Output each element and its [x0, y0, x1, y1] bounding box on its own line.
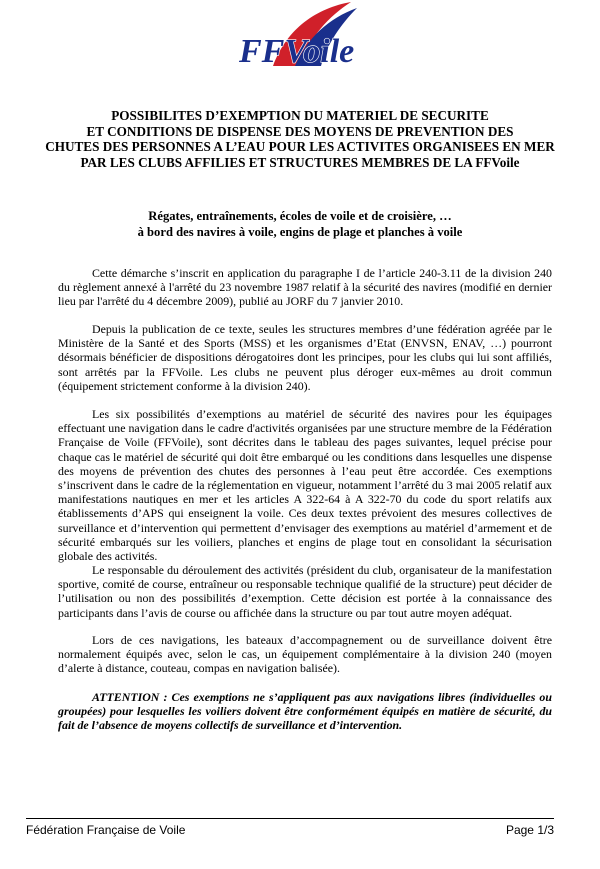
footer-divider: [26, 818, 554, 819]
title-line: CHUTES DES PERSONNES A L’EAU POUR LES ACTIVITES ORGANISEES EN MER: [45, 139, 555, 155]
paragraph-responsable: Le responsable du déroulement des activités (président du club, organisateur de la manifestation sportive, comité de course, entraîneur ou responsable technique qualifié de la structure) peut décider de l’utilisation ou non des possibilités d’exemption. Cette décision est portée à la connaissance des participants dans l’avis de course ou affichée dans la structure ou par tout autre moyen adéquat.: [58, 563, 552, 620]
paragraph-intro: Cette démarche s’inscrit en application du paragraphe I de l’article 240-3.11 de la division 240 du règlement annexé à l'arrêté du 23 novembre 1987 relatif à la sécurité des navires (modifié en dernier lieu par l'arrêté du 4 décembre 2009), publié au JORF du 7 janvier 2010.: [58, 266, 552, 309]
title-line: PAR LES CLUBS AFFILIES ET STRUCTURES MEMBRES DE LA FFVoile: [80, 154, 520, 170]
ffvoile-logo: [225, 0, 375, 82]
paragraph-attention: ATTENTION : Ces exemptions ne s’appliquent pas aux navigations libres (individuelles ou groupées) pour lesquelles les voiliers doivent être conformément équipés en matière de sécurité, du fait de l’absence de moyens collectifs de surveillance et d’intervention.: [58, 690, 552, 733]
title-line: ET CONDITIONS DE DISPENSE DES MOYENS DE PREVENTION DES: [86, 123, 514, 139]
paragraph-publication: Depuis la publication de ce texte, seules les structures membres d’une fédération agréée par le Ministère de la Santé et des Sports (MSS) et les organismes d’Etat (ENVSN, ENAV, …) pourront désormais bénéficier de dispositions dérogatoires dont les principes, pour les clubs qui lui sont affiliés, sont arrêtés par la FFVoile. Les clubs ne peuvent plus déroger eux-mêmes au droit commun (équipement strictement conforme à la division 240).: [58, 322, 552, 393]
paragraph-navigations: Lors de ces navigations, les bateaux d’accompagnement ou de surveillance doivent être normalement équipés avec, selon le cas, un équipement complémentaire à la division 240 (moyen d’alerte à distance, couteau, compas en navigation balisée).: [58, 633, 552, 676]
subtitle-line: Régates, entraînements, écoles de voile et de croisière, …: [148, 209, 452, 223]
paragraph-exemptions: Les six possibilités d’exemptions au matériel de sécurité des navires pour les équipages effectuant une navigation dans le cadre d'activités organisées par une structure membre de la Fédération Française de Voile (FFVoile), sont décrites dans le tableau des pages suivantes, lequel précise pour chaque cas le matériel de sécurité qui doit être embarqué ou les conditions dans lesquelles une dispense des moyens de prévention des chutes des personnes à l’eau peut être accordée. Ces exemptions s’inscrivent dans le cadre de la réglementation en vigueur, notamment l’arrêté du 3 mai 2005 relatif aux manifestations nautiques en mer et les articles A 322-64 à A 322-70 du code du sport relatifs aux établissements d’APS qui enseignent la voile. Ces deux textes prévoient des mesures collectives de surveillance et d’intervention qui permettent d’envisager des exemptions au matériel d’armement et de sécurité embarqués sur les voiliers, planches et engins de plage tout en consolidant la sécurisation globale des activités.: [58, 407, 552, 564]
document-title: [40, 108, 560, 170]
footer-organisation: Fédération Française de Voile: [26, 823, 186, 837]
title-line: POSSIBILITES D’EXEMPTION DU MATERIEL DE SECURITE: [111, 108, 489, 123]
footer-page-number: Page 1/3: [505, 823, 554, 837]
document-subtitle: [60, 208, 540, 240]
logo-text: FFVoile: [239, 33, 355, 70]
subtitle-line: à bord des navires à voile, engins de plage et planches à voile: [137, 225, 463, 239]
